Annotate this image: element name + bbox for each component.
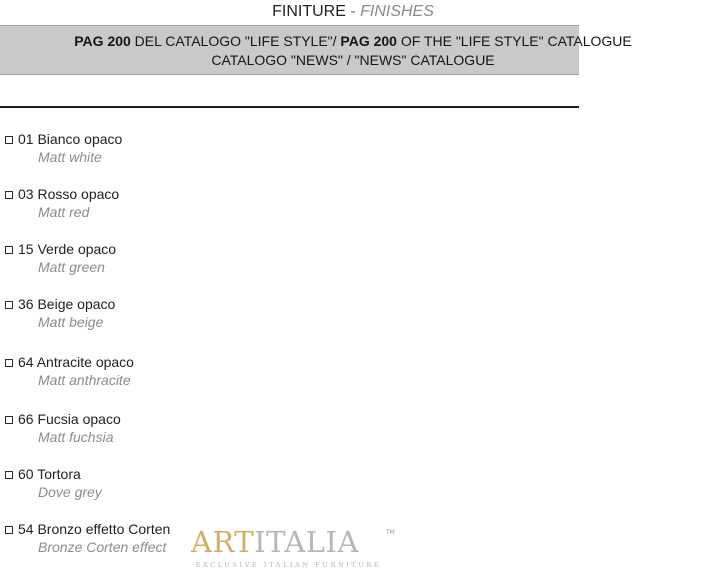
finish-item[interactable] (5, 465, 102, 502)
logo-tagline: EXCLUSIVE ITALIAN FURNITURE (195, 561, 382, 569)
finish-name-en: Bronze Corten effect (38, 539, 167, 555)
finish-item[interactable] (5, 240, 116, 277)
artitalia-logo (191, 524, 395, 570)
catalogue-reference-band (0, 25, 632, 75)
section-divider (0, 106, 579, 108)
finish-name-it: 36 Beige opaco (18, 296, 116, 312)
page-ref-text-1: DEL CATALOGO "LIFE STYLE"/ (130, 33, 341, 49)
finish-name-en: Matt fuchsia (38, 429, 114, 445)
catalogue-reference-line-1 (0, 32, 706, 50)
checkbox-icon[interactable] (5, 191, 13, 199)
catalogue-reference-line-2: CATALOGO "NEWS" / "NEWS" CATALOGUE (211, 52, 495, 68)
page-title (0, 2, 706, 22)
checkbox-icon[interactable] (5, 359, 13, 367)
finish-name-it: 54 Bronzo effetto Corten (18, 521, 171, 537)
title-separator: - (350, 3, 356, 20)
finish-name-it: 66 Fucsia opaco (18, 411, 121, 427)
finish-name-en: Matt anthracite (38, 372, 131, 388)
trademark-mark: TM (386, 529, 395, 536)
finish-name-it: 15 Verde opaco (18, 241, 117, 257)
checkbox-icon[interactable] (5, 526, 13, 534)
logo-italia: ITALIA (254, 525, 359, 559)
finish-name-it: 01 Bianco opaco (18, 131, 123, 147)
finish-name-en: Dove grey (38, 484, 102, 500)
finish-item[interactable] (5, 130, 122, 167)
finish-name-it: 60 Tortora (18, 466, 81, 482)
page-ref-2: PAG 200 (340, 33, 397, 49)
title-english: FINISHES (360, 3, 434, 20)
finish-item[interactable] (5, 520, 170, 557)
checkbox-icon[interactable] (5, 136, 13, 144)
finish-item[interactable] (5, 185, 119, 222)
checkbox-icon[interactable] (5, 471, 13, 479)
page-ref-text-2: OF THE "LIFE STYLE" CATALOGUE (396, 33, 632, 49)
page-ref-1: PAG 200 (74, 33, 131, 49)
finish-item[interactable] (5, 295, 115, 332)
logo-art: ART (191, 525, 255, 559)
logo-wordmark (191, 524, 359, 560)
finish-name-it: 64 Antracite opaco (18, 354, 134, 370)
finish-name-it: 03 Rosso opaco (18, 186, 120, 202)
finish-name-en: Matt white (38, 149, 102, 165)
finish-item[interactable] (5, 353, 134, 390)
checkbox-icon[interactable] (5, 416, 13, 424)
finish-item[interactable] (5, 410, 121, 447)
finish-name-en: Matt red (38, 204, 90, 220)
checkbox-icon[interactable] (5, 246, 13, 254)
title-italian: FINITURE (272, 3, 346, 20)
checkbox-icon[interactable] (5, 301, 13, 309)
finish-name-en: Matt beige (38, 314, 104, 330)
finish-name-en: Matt green (38, 259, 105, 275)
